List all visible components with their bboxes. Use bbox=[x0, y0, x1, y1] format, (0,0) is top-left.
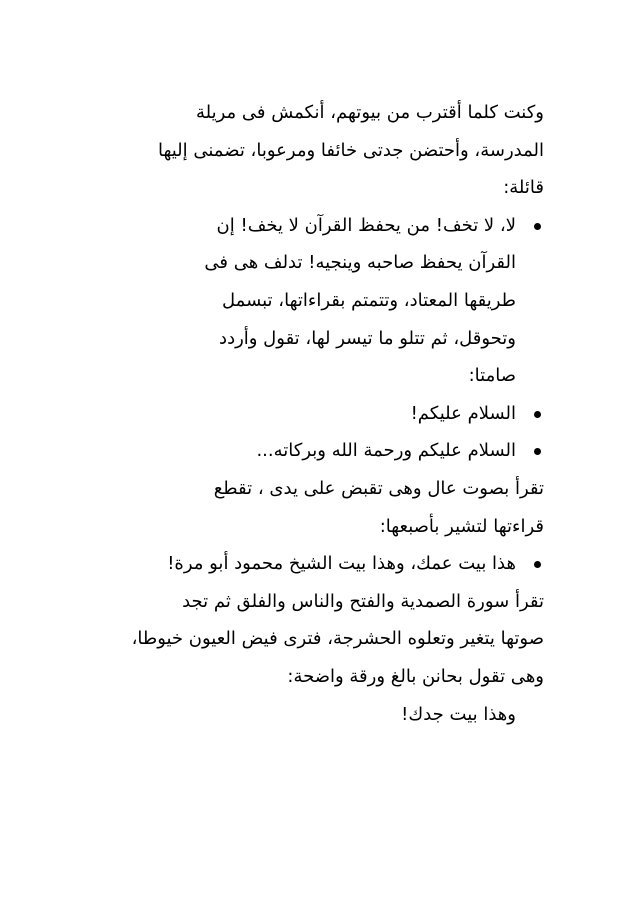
bullet-dot-icon bbox=[534, 411, 541, 418]
text-line: السلام عليكم ورحمة الله وبركاته... bbox=[256, 440, 516, 462]
bullet-item bbox=[84, 395, 544, 433]
text-line: هذا بيت عمك، وهذا بيت الشيخ محمود أبو مرة! bbox=[167, 553, 516, 575]
text-line: قراءتها لتشير بأصبعها: bbox=[379, 515, 544, 537]
text-line: وكنت كلما أقترب من بيوتهم، أنكمش فى مريلة bbox=[195, 102, 544, 123]
text-line: القرآن يحفظ صاحبه وينجيه! تدلف هى فى bbox=[204, 252, 516, 274]
story-text bbox=[84, 94, 544, 733]
text-line: صوتها يتغير وتعلوه الحشرجة، فترى فيض العيون خيوطا، bbox=[131, 628, 544, 650]
text-line: قائلة: bbox=[503, 177, 544, 199]
text-line: وتحوقل، ثم تتلو ما تيسر لها، تقول وأردد bbox=[219, 327, 516, 349]
bullet-dot-icon bbox=[534, 561, 541, 568]
bullet-item bbox=[84, 207, 544, 245]
text-line: وهذا بيت جدك! bbox=[401, 703, 516, 725]
bullet-dot-icon bbox=[534, 223, 541, 230]
text-line: صامتا: bbox=[468, 365, 516, 387]
text-line: المدرسة، وأحتضن جدتى خائفا ومرعوبا، تضمنى إليها bbox=[157, 139, 544, 161]
text-line: السلام عليكم! bbox=[410, 402, 516, 424]
text-line: تقرأ سورة الصمدية والفتح والناس والفلق ثم تجد bbox=[182, 590, 544, 612]
bullet-dot-icon bbox=[534, 448, 541, 455]
bullet-item bbox=[84, 432, 544, 470]
text-line: تقرأ بصوت عال وهى تقبض على يدى ، تقطع bbox=[213, 477, 544, 499]
text-line: طريقها المعتاد، وتتمتم بقراءاتها، تبسمل bbox=[222, 289, 516, 311]
text-line: لا، لا تخف! من يحفظ القرآن لا يخف! إن bbox=[216, 214, 516, 236]
bullet-item bbox=[84, 545, 544, 583]
text-line: وهى تقول بحانن بالغ ورقة واضحة: bbox=[287, 665, 544, 687]
